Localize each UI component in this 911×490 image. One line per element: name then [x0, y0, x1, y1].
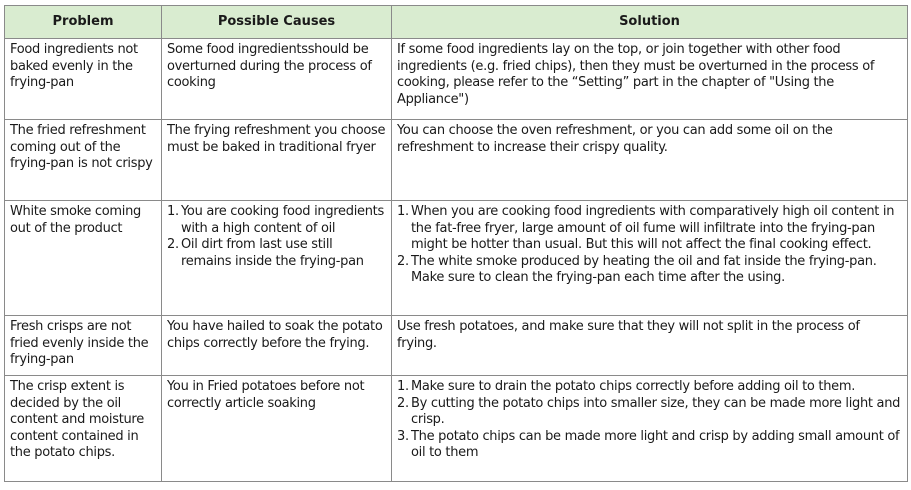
header-row: [5, 6, 908, 39]
list-marker: 2.: [397, 395, 409, 411]
list-item-text: Make sure to drain the potato chips correctly before adding oil to them.: [411, 379, 856, 394]
troubleshooting-table: [4, 5, 908, 482]
solution-cell: If some food ingredients lay on the top, or join together with other food ingredients (e.g. fried chips), then they must be overturned in the process of cooking, please refer to the “Setting” part in the chapter of "Using the Appliance"): [392, 39, 908, 120]
problem-cell: White smoke coming out of the product: [5, 201, 162, 316]
solution-cell: [392, 376, 908, 482]
header-possible-causes: Possible Causes: [162, 6, 392, 39]
list-item-text: The potato chips can be made more light and crisp by adding small amount of oil to them: [411, 428, 900, 460]
list-item-text: Oil dirt from last use still remains inside the frying-pan: [181, 237, 364, 269]
header-solution: Solution: [392, 6, 908, 39]
list-marker: 2.: [167, 237, 179, 252]
table-row: [5, 376, 908, 482]
header-problem: Problem: [5, 6, 162, 39]
list-item-text: The white smoke produced by heating the oil and fat inside the frying-pan. Make sure to clean the frying-pan each time after the using.: [411, 253, 877, 285]
solution-cell: Use fresh potatoes, and make sure that they will not split in the process of frying.: [392, 316, 908, 376]
causes-cell: Some food ingredientsshould be overturned during the process of cooking: [162, 39, 392, 120]
solution-list: [397, 379, 902, 462]
list-item-text: When you are cooking food ingredients with comparatively high oil content in the fat-free fryer, large amount of oil fume will infiltrate into the frying-pan might be hotter than usual. But this will not affect the final cooking effect.: [411, 204, 895, 252]
solution-cell: [392, 201, 908, 316]
table-row: [5, 201, 908, 316]
list-marker: 1.: [167, 204, 179, 219]
list-item: [397, 204, 902, 254]
list-marker: 2.: [397, 253, 409, 269]
problem-cell: Fresh crisps are not fried evenly inside the frying-pan: [5, 316, 162, 376]
causes-cell: The frying refreshment you choose must be baked in traditional fryer: [162, 120, 392, 201]
list-item: [397, 429, 902, 462]
table-row: [5, 120, 908, 201]
list-item: [397, 379, 902, 396]
problem-cell: The crisp extent is decided by the oil content and moisture content contained in the potato chips.: [5, 376, 162, 482]
list-item-text: You are cooking food ingredients with a high content of oil: [181, 204, 384, 236]
list-item: [397, 396, 902, 429]
causes-cell: [162, 201, 392, 316]
problem-cell: The fried refreshment coming out of the frying-pan is not crispy: [5, 120, 162, 201]
solution-list: [397, 204, 902, 287]
causes-cell: You in Fried potatoes before not correctly article soaking: [162, 376, 392, 482]
causes-list: [167, 204, 386, 270]
list-item: [397, 254, 902, 287]
list-marker: 1.: [397, 204, 409, 219]
list-marker: 1.: [397, 379, 409, 394]
table-row: [5, 39, 908, 120]
list-marker: 3.: [397, 428, 409, 444]
list-item-text: By cutting the potato chips into smaller size, they can be made more light and crisp.: [411, 395, 901, 427]
list-item: [167, 204, 386, 237]
list-item: [167, 237, 386, 270]
causes-cell: You have hailed to soak the potato chips correctly before the frying.: [162, 316, 392, 376]
problem-cell: Food ingredients not baked evenly in the frying-pan: [5, 39, 162, 120]
solution-cell: You can choose the oven refreshment, or you can add some oil on the refreshment to increase their crispy quality.: [392, 120, 908, 201]
table-row: [5, 316, 908, 376]
